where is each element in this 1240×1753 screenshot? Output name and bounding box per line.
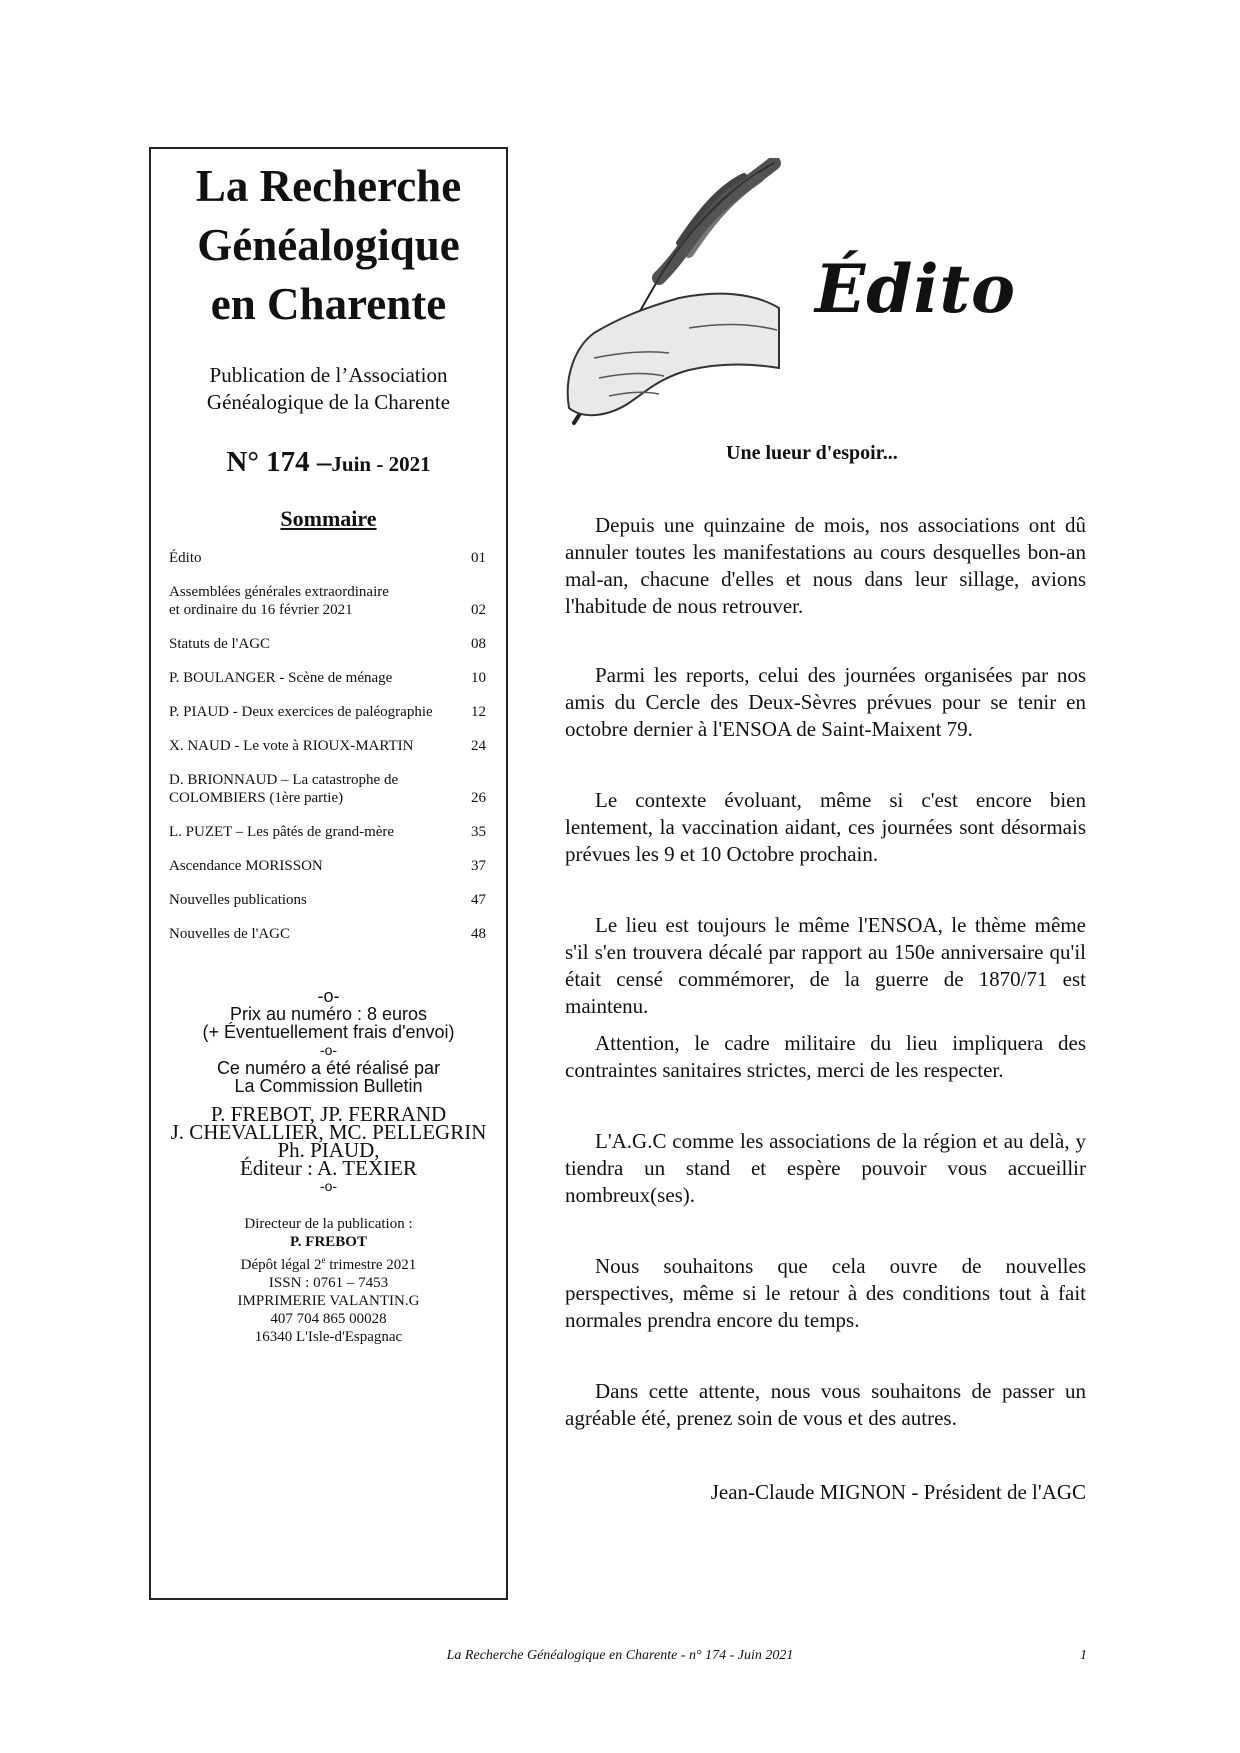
credits-block [151, 987, 506, 1195]
edito-paragraph: Nous souhaitons que cela ouvre de nouvelles perspectives, même si le retour à des conditions tout à fait normales prendra encore du temps. [565, 1254, 1086, 1332]
toc-entry-page: 10 [471, 670, 486, 686]
toc-entry-label: L. PUZET – Les pâtés de grand-mère [169, 824, 395, 840]
toc-entry-label: Assemblées générales extraordinaire et ordinaire du 16 février 2021 [169, 584, 389, 618]
issue-number: N° 174 – [226, 446, 332, 478]
toc-entry-page: 02 [471, 602, 486, 618]
toc-entry-label: P. PIAUD - Deux exercices de paléographie [169, 704, 433, 720]
edito-paragraph: Attention, le cadre militaire du lieu impliquera des contraintes sanitaires strictes, merci de les respecter. [565, 1031, 1086, 1082]
toc-entry-label: X. NAUD - Le vote à RIOUX-MARTIN [169, 738, 414, 754]
legal-block: Directeur de la publication : P. FREBOT Dépôt légal 2e trimestre 2021 ISSN : 0761 – 7453 IMPRIMERIE VALANTIN.G 407 704 865 00028 16340 L'Isle-d'Espagnac [151, 1215, 506, 1346]
page-number: 1 [1080, 1648, 1087, 1663]
toc-entry-page: 01 [471, 550, 486, 566]
publisher-line: Publication de l’Association Généalogique de la Charente [206, 363, 451, 414]
toc-entry-page: 35 [471, 824, 486, 840]
price-line: Prix au numéro : 8 euros [229, 1004, 428, 1024]
toc-entry [169, 549, 486, 567]
toc-heading: Sommaire [280, 506, 377, 531]
toc-entry-page: 48 [471, 926, 486, 942]
toc-entry-page: 37 [471, 858, 486, 874]
toc-entry-page: 12 [471, 704, 486, 720]
toc-entry-page: 24 [471, 738, 486, 754]
toc-entry [169, 703, 486, 721]
toc-entry-label: P. BOULANGER - Scène de ménage [169, 670, 393, 686]
toc-entry-label: Ascendance MORISSON [169, 858, 323, 874]
quill-hand-icon [549, 158, 784, 430]
separator: -o- [319, 1178, 338, 1194]
edito-paragraph: Le contexte évoluant, même si c'est encore bien lentement, la vaccination aidant, ces journées sont désormais prévues les 9 et 10 Octobre prochain. [565, 788, 1086, 866]
journal-title: La Recherche Généalogique en Charente [195, 161, 462, 329]
shipping-line: (+ Éventuellement frais d'envoi) [202, 1022, 455, 1042]
issue-info [151, 446, 506, 479]
edito-paragraph: L'A.G.C comme les associations de la région et au delà, y tiendra un stand et espère pouvoir vous accueillir nombreux(ses). [565, 1129, 1086, 1207]
toc-entry-page: 26 [471, 790, 486, 806]
edito-paragraph: Parmi les reports, celui des journées organisées par nos amis du Cercle des Deux-Sèvres prévues pour se tenir en octobre dernier à l'ENSOA de Saint-Maixent 79. [565, 663, 1086, 741]
toc-entry [169, 669, 486, 687]
toc-entry-label: Nouvelles publications [169, 892, 307, 908]
toc-entry-label: Édito [169, 550, 202, 566]
separator: -o- [317, 986, 340, 1006]
toc-entry [169, 823, 486, 841]
table-of-contents [151, 549, 506, 943]
running-footer: La Recherche Généalogique en Charente - n° 174 - Juin 2021 [446, 1648, 794, 1663]
commission-line: La Commission Bulletin [234, 1076, 423, 1096]
director-line: Directeur de la publication : P. FREBOT [244, 1216, 413, 1250]
made-by-line: Ce numéro a été réalisé par [216, 1058, 441, 1078]
edito-paragraph: Depuis une quinzaine de mois, nos associations ont dû annuler toutes les manifestations au cours desquelles bon-an mal-an, chacune d'elles et nous dans leur sillage, avions l'habitude de nous retrouver. [565, 513, 1086, 618]
toc-entry [169, 891, 486, 909]
toc-entry-label: Nouvelles de l'AGC [169, 926, 291, 942]
legal-line: Dépôt légal 2e trimestre 2021 [240, 1255, 417, 1273]
separator: -o- [319, 1042, 338, 1058]
toc-entry-label: Statuts de l'AGC [169, 636, 271, 652]
toc-entry [169, 583, 486, 619]
toc-entry-label: D. BRIONNAUD – La catastrophe de COLOMBIERS (1ère partie) [169, 772, 399, 806]
edito-subtitle: Une lueur d'espoir... [726, 442, 898, 464]
signature: Jean-Claude MIGNON - Président de l'AGC [710, 1480, 1086, 1504]
toc-entry [169, 925, 486, 943]
toc-entry [169, 771, 486, 807]
edito-paragraph: Le lieu est toujours le même l'ENSOA, le thème même s'il s'en trouvera décalé par rapport au 150e anniversaire qu'il était censé commémorer, de la guerre de 1870/71 est maintenu. [565, 913, 1086, 1018]
toc-entry-page: 47 [471, 892, 486, 908]
issue-date: Juin - 2021 [331, 452, 431, 476]
toc-entry [169, 635, 486, 653]
sidebar-box [149, 147, 508, 1600]
editorial-names: P. FREBOT, JP. FERRAND J. CHEVALLIER, MC. PELLEGRIN Ph. PIAUD, Éditeur : A. TEXIER [170, 1102, 487, 1180]
edito-title: Édito [815, 250, 1017, 328]
toc-entry [169, 857, 486, 875]
toc-entry-page: 08 [471, 636, 486, 652]
toc-entry [169, 737, 486, 755]
edito-paragraph: Dans cette attente, nous vous souhaitons de passer un agréable été, prenez soin de vous et des autres. [565, 1379, 1086, 1430]
